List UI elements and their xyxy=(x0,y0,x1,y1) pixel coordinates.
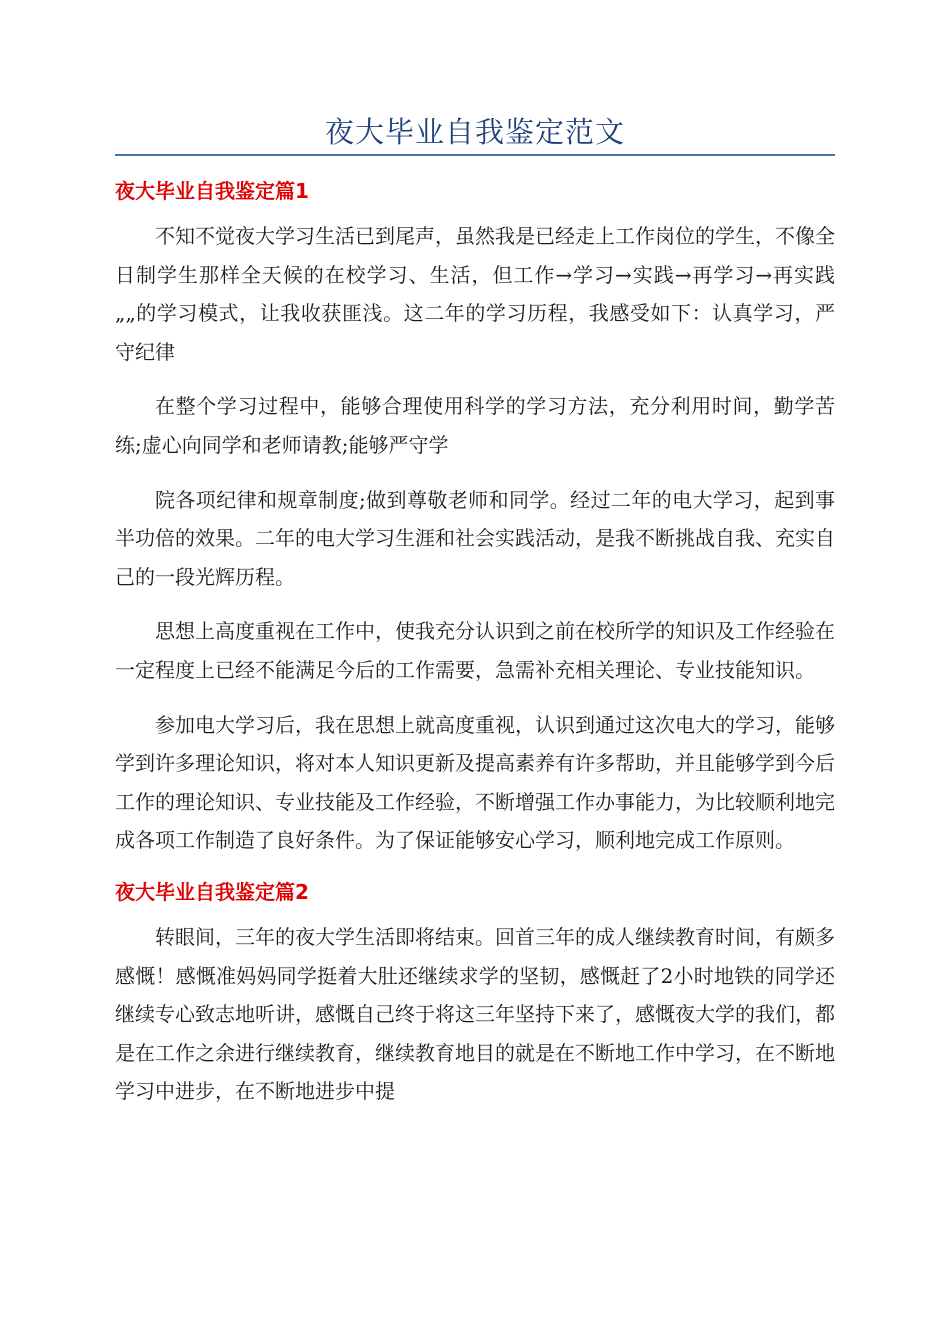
paragraph: 院各项纪律和规章制度;做到尊敬老师和同学。经过二年的电大学习，起到事半功倍的效果。二年的电大学习生涯和社会实践活动，是我不断挑战自我、充实自己的一段光辉历程。 xyxy=(115,487,835,589)
document-title: 夜大毕业自我鉴定范文 xyxy=(324,115,625,149)
section-heading: 夜大毕业自我鉴定篇1 xyxy=(115,179,309,203)
document-body xyxy=(115,175,835,1127)
section-1 xyxy=(115,175,835,860)
paragraph: 不知不觉夜大学习生活已到尾声，虽然我是已经走上工作岗位的学生，不像全日制学生那样全天候的在校学习、生活，但工作→学习→实践→再学习→再实践„„的学习模式，让我收获匪浅。这二年的学习历程，我感受如下：认真学习，严守纪律 xyxy=(115,224,835,364)
paragraph: 参加电大学习后，我在思想上就高度重视，认识到通过这次电大的学习，能够学到许多理论知识，将对本人知识更新及提高素养有许多帮助，并且能够学到今后工作的理论知识、专业技能及工作经验，不断增强工作办事能力，为比较顺利地完成各项工作制造了良好条件。为了保证能够安心学习，顺利地完成工作原则。 xyxy=(115,712,835,853)
section-heading: 夜大毕业自我鉴定篇2 xyxy=(115,879,309,904)
paragraph: 思想上高度重视在工作中，使我充分认识到之前在校所学的知识及工作经验在一定程度上已经不能满足今后的工作需要，急需补充相关理论、专业技能知识。 xyxy=(115,619,835,682)
paragraph: 在整个学习过程中，能够合理使用科学的学习方法，充分利用时间，勤学苦练;虚心向同学和老师请教;能够严守学 xyxy=(115,394,835,457)
title-underline xyxy=(115,154,835,156)
paragraph: 转眼间，三年的夜大学生活即将结束。回首三年的成人继续教育时间，有颇多感慨！感慨准妈妈同学挺着大肚还继续求学的坚韧，感慨赶了2小时地铁的同学还继续专心致志地听讲，感慨自己终于将这三年坚持下来了，感慨夜大学的我们，都是在工作之余进行继续教育，继续教育地目的就是在不断地工作中学习，在不断地学习中进步，在不断地进步中提 xyxy=(115,924,835,1104)
section-2 xyxy=(115,876,835,1111)
